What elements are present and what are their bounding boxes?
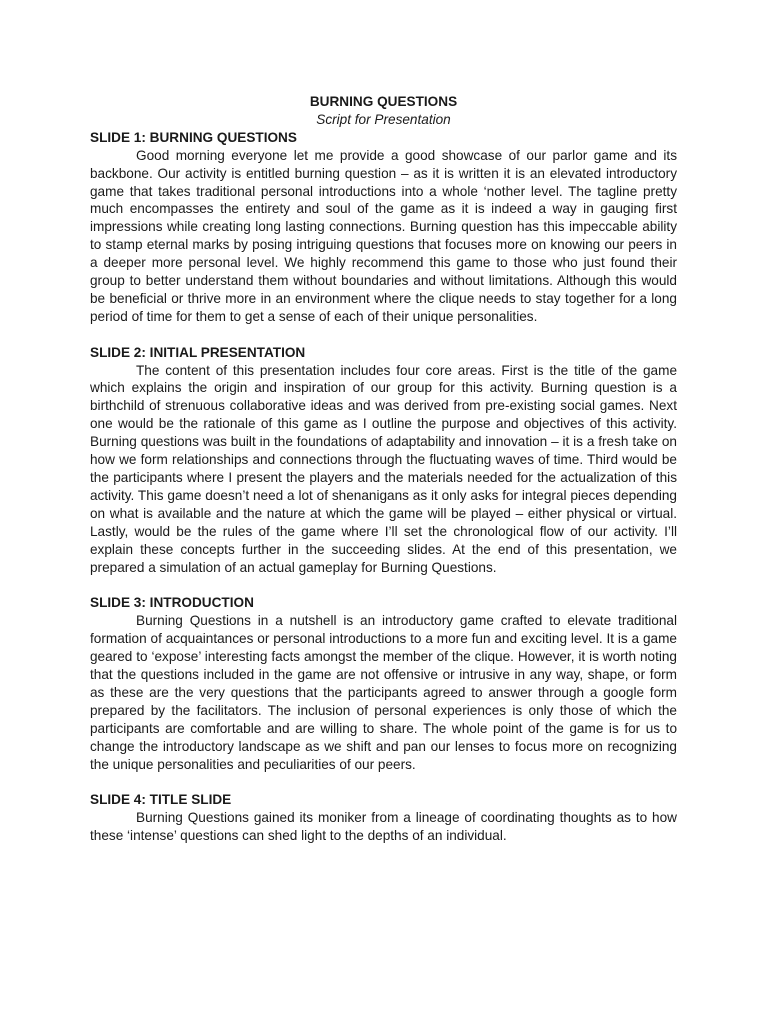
section-heading: SLIDE 4: TITLE SLIDE (90, 792, 232, 808)
section-slide-2 (90, 344, 677, 577)
section-heading: SLIDE 1: BURNING QUESTIONS (90, 129, 297, 145)
section-heading: SLIDE 3: INTRODUCTION (90, 595, 254, 611)
section-slide-1 (90, 129, 677, 326)
section-heading: SLIDE 2: INITIAL PRESENTATION (90, 344, 306, 360)
section-slide-3 (90, 594, 677, 773)
section-slide-4 (90, 791, 677, 845)
section-paragraph: The content of this presentation includes four core areas. First is the title of the game which explains the origin and inspiration of our group for this activity. Burning question is a birthchild of strenuous collaborative ideas and was derived from pre-existing social games. Next one would be the rationale of this game as I outline the purpose and objectives of this activity. Burning questions was built in the foundations of adaptability and innovation – it is a fresh take on how we form relationships and connections through the fluctuating waves of time. Third would be the participants where I present the players and the materials needed for the actualization of this activity. This game doesn’t need a lot of shenanigans as it only asks for integral pieces depending on what is available and the nature at which the game will be played – either physical or virtual. Lastly, would be the rules of the game where I’ll set the chronological flow of our activity. I’ll explain these concepts further in the succeeding slides. At the end of this presentation, we prepared a simulation of an actual gameplay for Burning Questions. (90, 362, 677, 575)
document-subtitle: Script for Presentation (316, 111, 451, 127)
section-paragraph: Burning Questions gained its moniker from a lineage of coordinating thoughts as to how these ‘intense’ questions can shed light to the depths of an individual. (90, 810, 677, 844)
document-title: BURNING QUESTIONS (309, 94, 458, 109)
document-page (90, 93, 677, 845)
section-paragraph: Good morning everyone let me provide a good showcase of our parlor game and its backbone. Our activity is entitled burning question – as it is written it is an elevated introductory game that takes traditional personal introductions into a whole ‘nother level. The tagline pretty much encompasses the entirety and soul of the game as it is indeed a way in gauging first impressions while creating long lasting connections. Burning question has this impeccable ability to stamp eternal marks by posing intriguing questions that focuses more on knowing our peers in a deeper more personal level. We highly recommend this game to those who just found their group to better understand them without boundaries and without limitations. Although this would be beneficial or thrive more in an environment where the clique needs to stay together for a long period of time for them to get a sense of each of their unique personalities. (90, 147, 677, 324)
section-paragraph: Burning Questions in a nutshell is an introductory game crafted to elevate traditional formation of acquaintances or personal introductions to a more fun and exciting level. It is a game geared to ‘expose’ interesting facts amongst the member of the clique. However, it is worth noting that the questions included in the game are not offensive or intrusive in any way, shape, or form as these are the very questions that the participants agreed to answer through a google form prepared by the facilitators. The inclusion of personal experiences is only those of which the participants are comfortable and are willing to share. The whole point of the game is for us to change the introductory landscape as we shift and pan our lenses to focus more on recognizing the unique personalities and peculiarities of our peers. (90, 613, 677, 772)
